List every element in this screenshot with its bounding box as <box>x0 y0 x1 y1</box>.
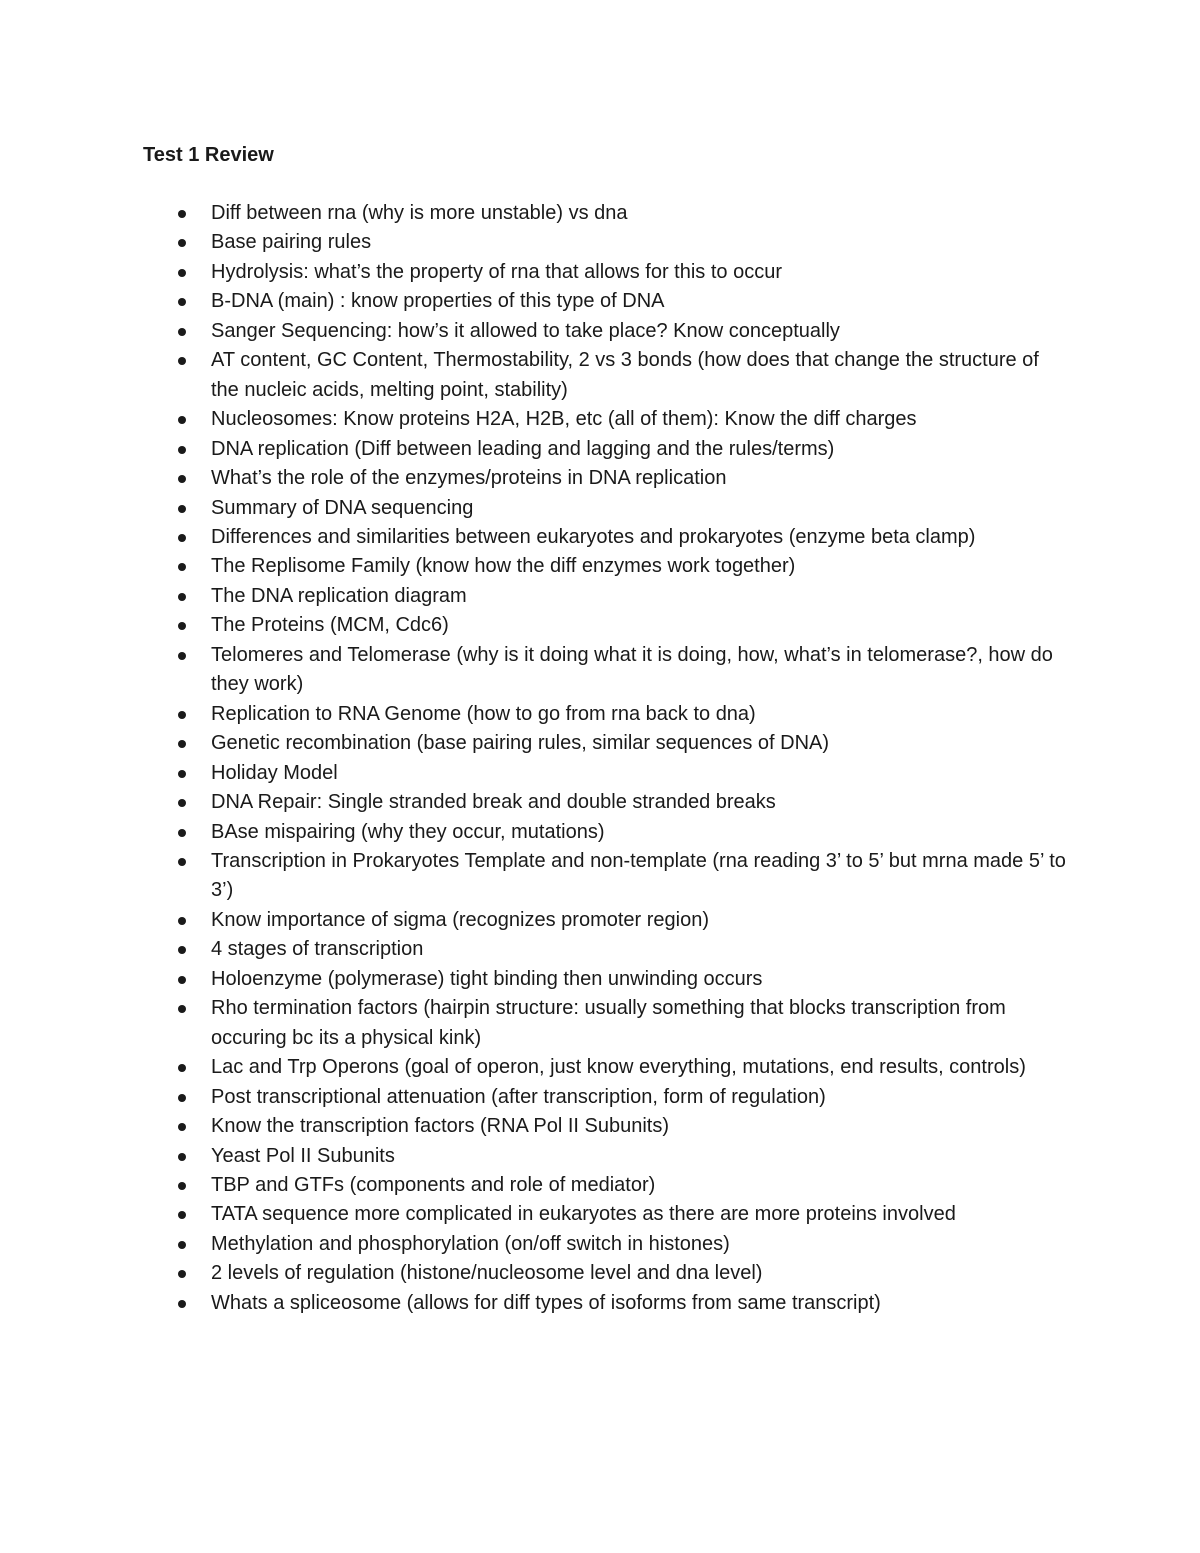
list-item-text: Telomeres and Telomerase (why is it doing what it is doing, how, what’s in telomerase?, how do they work) <box>211 643 1053 696</box>
list-item <box>0 1259 1071 1288</box>
list-item <box>0 965 1071 994</box>
list-item-text: 4 stages of transcription <box>211 938 424 961</box>
bullet-icon <box>178 210 186 218</box>
list-item-text: B-DNA (main) : know properties of this type of DNA <box>211 290 665 313</box>
bullet-icon <box>178 829 186 837</box>
bullet-icon <box>178 357 186 365</box>
list-item-text: DNA Repair: Single stranded break and double stranded breaks <box>211 791 776 814</box>
list-item <box>0 494 1071 523</box>
bullet-icon <box>178 1270 186 1278</box>
list-item-text: Replication to RNA Genome (how to go from rna back to dna) <box>211 702 756 725</box>
list-item <box>0 464 1071 493</box>
bullet-icon <box>178 1094 186 1102</box>
list-item <box>0 523 1071 552</box>
bullet-icon <box>178 505 186 513</box>
bullet-icon <box>178 446 186 454</box>
bullet-icon <box>178 917 186 925</box>
list-item-text: Holiday Model <box>211 761 338 784</box>
list-item <box>0 199 1071 228</box>
bullet-icon <box>178 269 186 277</box>
bullet-icon <box>178 239 186 247</box>
bullet-icon <box>178 858 186 866</box>
bullet-icon <box>178 770 186 778</box>
list-item-text: BAse mispairing (why they occur, mutations) <box>211 820 605 843</box>
list-item <box>0 994 1071 1053</box>
list-item-text: The DNA replication diagram <box>211 584 467 607</box>
list-item <box>0 1142 1071 1171</box>
list-item <box>0 641 1071 700</box>
list-item <box>0 228 1071 257</box>
bullet-icon <box>178 416 186 424</box>
list-item-text: DNA replication (Diff between leading and lagging and the rules/terms) <box>211 437 835 460</box>
list-item <box>0 935 1071 964</box>
bullet-icon <box>178 1064 186 1072</box>
list-item-text: Methylation and phosphorylation (on/off switch in histones) <box>211 1232 730 1255</box>
list-item-text: The Replisome Family (know how the diff enzymes work together) <box>211 555 796 578</box>
list-item-text: Diff between rna (why is more unstable) vs dna <box>211 202 628 224</box>
list-item <box>0 700 1071 729</box>
bullet-icon <box>178 711 186 719</box>
list-item-text: Holoenzyme (polymerase) tight binding then unwinding occurs <box>211 967 763 990</box>
list-item-text: Yeast Pol II Subunits <box>211 1144 395 1167</box>
bullet-icon <box>178 1300 186 1308</box>
list-item <box>0 582 1071 611</box>
bullet-icon <box>178 1182 186 1190</box>
review-list <box>0 199 1200 1318</box>
list-item-text: TATA sequence more complicated in eukaryotes as there are more proteins involved <box>211 1203 956 1226</box>
bullet-icon <box>178 622 186 630</box>
bullet-icon <box>178 652 186 660</box>
bullet-icon <box>178 976 186 984</box>
list-item-text: What’s the role of the enzymes/proteins in DNA replication <box>211 467 727 490</box>
list-item <box>0 611 1071 640</box>
bullet-icon <box>178 563 186 571</box>
list-item-text: The Proteins (MCM, Cdc6) <box>211 614 449 637</box>
bullet-icon <box>178 799 186 807</box>
list-item <box>0 287 1071 316</box>
bullet-icon <box>178 534 186 542</box>
list-item <box>0 552 1071 581</box>
list-item <box>0 1171 1071 1200</box>
list-item-text: Know importance of sigma (recognizes promoter region) <box>211 908 709 931</box>
document-title: Test 1 Review <box>143 144 274 166</box>
list-item <box>0 759 1071 788</box>
list-item-text: Nucleosomes: Know proteins H2A, H2B, etc (all of them): Know the diff charges <box>211 408 917 431</box>
list-item <box>0 1053 1071 1082</box>
list-item <box>0 405 1071 434</box>
list-item <box>0 1083 1071 1112</box>
list-item <box>0 435 1071 464</box>
list-item <box>0 906 1071 935</box>
bullet-icon <box>178 1005 186 1013</box>
list-item-text: Summary of DNA sequencing <box>211 496 474 519</box>
bullet-icon <box>178 740 186 748</box>
bullet-icon <box>178 1211 186 1219</box>
list-item <box>0 1289 1071 1318</box>
list-item <box>0 346 1071 405</box>
bullet-icon <box>178 1123 186 1131</box>
list-item-text: Post transcriptional attenuation (after transcription, form of regulation) <box>211 1085 826 1108</box>
bullet-icon <box>178 298 186 306</box>
bullet-icon <box>178 593 186 601</box>
list-item <box>0 317 1071 346</box>
bullet-icon <box>178 1153 186 1161</box>
list-item-text: TBP and GTFs (components and role of mediator) <box>211 1173 656 1196</box>
list-item-text: Lac and Trp Operons (goal of operon, just know everything, mutations, end results, controls) <box>211 1056 1026 1079</box>
list-item-text: Whats a spliceosome (allows for diff types of isoforms from same transcript) <box>211 1291 881 1314</box>
bullet-icon <box>178 1241 186 1249</box>
bullet-icon <box>178 475 186 483</box>
list-item-text: Genetic recombination (base pairing rules, similar sequences of DNA) <box>211 732 830 755</box>
list-item-text: Transcription in Prokaryotes Template and non-template (rna reading 3’ to 5’ but mrna made 5’ to 3’) <box>211 849 1066 902</box>
list-item <box>0 258 1071 287</box>
list-item-text: Rho termination factors (hairpin structure: usually something that blocks transcription from occuring bc its a physical kink) <box>211 997 1006 1049</box>
list-item-text: Sanger Sequencing: how’s it allowed to take place? Know conceptually <box>211 319 840 342</box>
list-item <box>0 729 1071 758</box>
list-item-text: Base pairing rules <box>211 231 372 254</box>
list-item-text: 2 levels of regulation (histone/nucleosome level and dna level) <box>211 1262 763 1285</box>
list-item <box>0 1230 1071 1259</box>
list-item <box>0 788 1071 817</box>
list-item-text: AT content, GC Content, Thermostability, 2 vs 3 bonds (how does that change the structure of the nucleic acids, melting point, stability) <box>211 349 1039 401</box>
bullet-icon <box>178 946 186 954</box>
list-item <box>0 1200 1071 1229</box>
list-item <box>0 818 1071 847</box>
bullet-icon <box>178 328 186 336</box>
list-item-text: Hydrolysis: what’s the property of rna that allows for this to occur <box>211 260 782 283</box>
list-item-text: Differences and similarities between eukaryotes and prokaryotes (enzyme beta clamp) <box>211 525 976 548</box>
list-item-text: Know the transcription factors (RNA Pol II Subunits) <box>211 1115 669 1138</box>
list-item <box>0 1112 1071 1141</box>
list-item <box>0 847 1071 906</box>
